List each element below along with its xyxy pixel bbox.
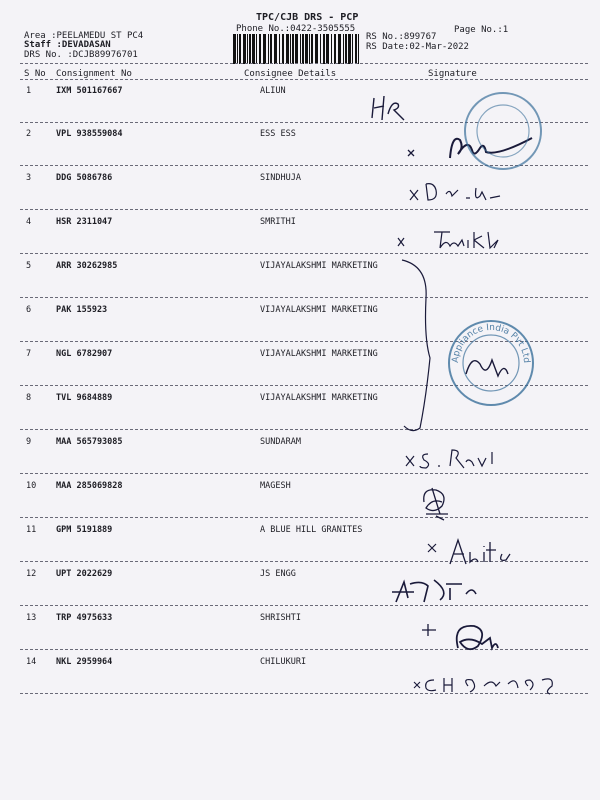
row-divider xyxy=(20,429,588,430)
row-sno: 2 xyxy=(26,129,32,139)
barcode-bar xyxy=(243,34,246,64)
barcode-bar xyxy=(305,34,308,64)
barcode-bar xyxy=(270,34,272,64)
table-row xyxy=(0,481,600,501)
signature-row9 xyxy=(402,444,502,478)
row-sno: 9 xyxy=(26,437,32,447)
barcode-bar xyxy=(259,34,261,64)
stamp-text: Appliance India Pvt Ltd xyxy=(450,322,532,364)
column-sno: S No xyxy=(24,69,46,79)
barcode-bar xyxy=(323,34,325,64)
company-stamp-top xyxy=(462,90,544,176)
barcode-bar xyxy=(263,34,266,64)
row-consignee: SHRISHTI xyxy=(260,613,301,623)
barcode-bar xyxy=(311,34,313,64)
row-consignment: ARR 30262985 xyxy=(56,261,118,271)
row-consignment: MAA 565793085 xyxy=(56,437,123,447)
row-consignment: UPT 2022629 xyxy=(56,569,113,579)
barcode-bar xyxy=(292,34,294,64)
header-divider-bottom xyxy=(20,79,588,80)
barcode-bar xyxy=(249,34,251,64)
barcode-bar xyxy=(233,34,236,64)
barcode-bar xyxy=(358,34,359,64)
header-divider-top xyxy=(20,63,588,64)
barcode-bar xyxy=(315,34,318,64)
row-sno: 4 xyxy=(26,217,32,227)
row-consignment: VPL 938559084 xyxy=(56,129,123,139)
table-row xyxy=(0,261,600,281)
row-sno: 1 xyxy=(26,86,32,96)
barcode-bar xyxy=(348,34,351,64)
staff-label: Staff :DEVADASAN xyxy=(24,40,111,50)
row-consignee: SMRITHI xyxy=(260,217,296,227)
barcode-bar xyxy=(338,34,341,64)
signature-row1 xyxy=(368,94,428,128)
row-consignee: VIJAYALAKSHMI MARKETING xyxy=(260,393,378,403)
row-sno: 6 xyxy=(26,305,32,315)
row-sno: 7 xyxy=(26,349,32,359)
barcode-bar xyxy=(331,34,332,64)
barcode-bar xyxy=(302,34,304,64)
barcode-bar xyxy=(295,34,298,64)
row-consignment: NKL 2959964 xyxy=(56,657,113,667)
row-sno: 5 xyxy=(26,261,32,271)
barcode-bar xyxy=(237,34,238,64)
row-sno: 14 xyxy=(26,657,37,667)
row-consignment: MAA 285069828 xyxy=(56,481,123,491)
barcode-bar xyxy=(282,34,284,64)
rs-number: RS No.:899767 xyxy=(366,32,437,42)
row-consignee: JS ENGG xyxy=(260,569,296,579)
row-divider xyxy=(20,473,588,474)
row-divider xyxy=(20,517,588,518)
barcode-bar xyxy=(355,34,357,64)
row-sno: 3 xyxy=(26,173,32,183)
table-row xyxy=(0,569,600,589)
barcode-bar xyxy=(239,34,241,64)
row-consignment: DDG 5086786 xyxy=(56,173,113,183)
barcode-bar xyxy=(274,34,277,64)
row-sno: 10 xyxy=(26,481,37,491)
row-consignee: VIJAYALAKSHMI MARKETING xyxy=(260,305,378,315)
barcode-bar xyxy=(247,34,248,64)
barcode-bar xyxy=(345,34,347,64)
row-consignee: VIJAYALAKSHMI MARKETING xyxy=(260,261,378,271)
row-sno: 8 xyxy=(26,393,32,403)
drs-number: DRS No. :DCJB89976701 xyxy=(24,50,138,60)
row-sno: 11 xyxy=(26,525,37,535)
phone-number: Phone No.:0422-3505555 xyxy=(236,24,356,34)
column-signature: Signature xyxy=(428,69,477,79)
row-consignee: A BLUE HILL GRANITES xyxy=(260,525,363,535)
signature-row12 xyxy=(390,572,510,616)
barcode-bar xyxy=(279,34,280,64)
row-consignee: CHILUKURI xyxy=(260,657,307,667)
row-consignment: NGL 6782907 xyxy=(56,349,113,359)
barcode-bar xyxy=(326,34,329,64)
row-consignment: TRP 4975633 xyxy=(56,613,113,623)
report-title: TPC/CJB DRS - PCP xyxy=(256,12,359,23)
signature-row10 xyxy=(418,484,458,524)
barcode-bar xyxy=(309,34,310,64)
row-sno: 13 xyxy=(26,613,37,623)
row-consignment: HSR 2311047 xyxy=(56,217,113,227)
barcode-bar xyxy=(252,34,255,64)
barcode-bar xyxy=(286,34,289,64)
signature-row13 xyxy=(418,618,518,666)
row-consignment: PAK 155923 xyxy=(56,305,108,315)
row-consignee: MAGESH xyxy=(260,481,291,491)
barcode xyxy=(233,34,359,64)
barcode-bar xyxy=(268,34,269,64)
barcode-bar xyxy=(334,34,336,64)
area-label: Area :PEELAMEDU ST PC4 xyxy=(24,31,144,41)
row-consignee: SUNDARAM xyxy=(260,437,301,447)
barcode-bar xyxy=(352,34,353,64)
signature-row11 xyxy=(424,536,524,572)
row-consignment: IXM 501167667 xyxy=(56,86,123,96)
barcode-bar xyxy=(256,34,257,64)
row-consignee: VIJAYALAKSHMI MARKETING xyxy=(260,349,378,359)
row-sno: 12 xyxy=(26,569,37,579)
signature-row3 xyxy=(406,176,506,210)
table-row xyxy=(0,437,600,457)
row-divider xyxy=(20,297,588,298)
barcode-bar xyxy=(290,34,291,64)
barcode-bar xyxy=(320,34,321,64)
row-consignee: ESS ESS xyxy=(260,129,296,139)
company-stamp xyxy=(446,318,536,412)
row-consignment: TVL 9684889 xyxy=(56,393,113,403)
svg-text:Appliance India Pvt Ltd xyxy=(451,323,531,364)
bracket-mark xyxy=(398,258,438,442)
barcode-bar xyxy=(300,34,301,64)
table-row xyxy=(0,173,600,193)
row-consignee: ALIUN xyxy=(260,86,286,96)
barcode-bar xyxy=(343,34,344,64)
signature-row14 xyxy=(412,670,592,704)
row-consignment: GPM 5191889 xyxy=(56,525,113,535)
page-number: Page No.:1 xyxy=(454,25,509,35)
column-consignment: Consignment No xyxy=(56,69,132,79)
column-consignee: Consignee Details xyxy=(244,69,337,79)
rs-date: RS Date:02-Mar-2022 xyxy=(366,42,469,52)
signature-row4 xyxy=(394,224,524,258)
row-consignee: SINDHUJA xyxy=(260,173,301,183)
